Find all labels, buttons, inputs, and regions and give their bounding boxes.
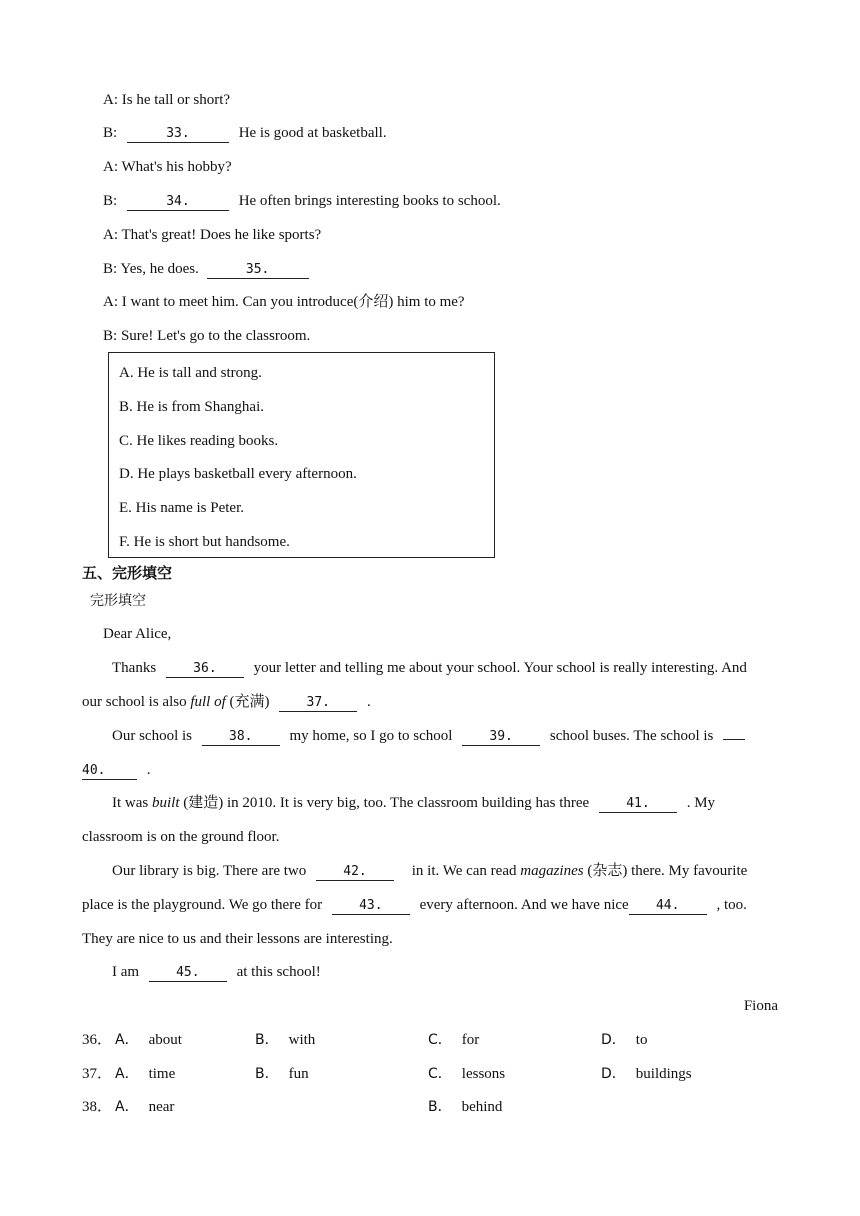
question-number: 38． [82,1099,113,1115]
choices-box [108,352,495,558]
question-number: 36． [82,1032,113,1048]
option-b[interactable]: B． with [255,1032,316,1048]
choice-item: A. He is tall and strong. [119,365,262,381]
question-number: 37． [82,1066,113,1082]
choice-item: C. He likes reading books. [119,433,279,449]
answer-blank-33[interactable]: 33. [127,125,229,143]
answer-blank-39[interactable]: 39. [462,728,540,746]
option-b[interactable]: B． behind [428,1099,503,1115]
option-b[interactable]: B． fun [255,1066,309,1082]
letter-paragraph: I am 45. at this school! [112,964,321,980]
letter-paragraph: our school is also full of (充满) 37. . [82,694,371,710]
letter-paragraph: Our school is 38. my home, so I go to school 39. school buses. The school is [112,726,745,746]
letter-paragraph: Thanks 36. your letter and telling me about your school. Your school is really interesting. And [112,660,747,676]
letter-paragraph: Our library is big. There are two 42. in it. We can read magazines (杂志) there. My favourite [112,863,748,879]
option-d[interactable]: D． to [601,1032,648,1048]
answer-blank-37[interactable]: 37. [279,694,357,712]
choice-item: E. His name is Peter. [119,500,244,516]
letter-greeting: Dear Alice, [103,626,172,642]
answer-blank-42[interactable]: 42. [316,863,394,881]
answer-blank-38[interactable]: 38. [202,728,280,746]
answer-blank-44[interactable]: 44. [629,897,707,915]
answer-blank-35[interactable]: 35. [207,261,309,279]
answer-blank-40-start[interactable] [723,739,745,740]
letter-paragraph: place is the playground. We go there for 43. every afternoon. And we have nice 44. , too. [82,897,747,913]
section-heading: 五、完形填空 [82,564,173,582]
letter-paragraph: They are nice to us and their lessons are interesting. [82,931,393,947]
choice-item: D. He plays basketball every afternoon. [119,466,357,482]
dialogue-line: B: Sure! Let's go to the classroom. [103,328,311,344]
dialogue-line: B: Yes, he does. 35. [103,259,309,279]
option-a[interactable]: A． about [115,1032,182,1048]
letter-paragraph: classroom is on the ground floor. [82,829,280,845]
dialogue-line: B: 33. He is good at basketball. [103,125,387,141]
choice-item: F. He is short but handsome. [119,534,290,550]
dialogue-line: A: I want to meet him. Can you introduce(介绍) him to me? [103,294,465,310]
option-a[interactable]: A． near [115,1099,175,1115]
answer-blank-43[interactable]: 43. [332,897,410,915]
section-subheading: 完形填空 [90,593,146,609]
dialogue-line: A: Is he tall or short? [103,92,231,108]
letter-paragraph: 40. . [82,762,151,778]
option-c[interactable]: C． lessons [428,1066,506,1082]
option-c[interactable]: C． for [428,1032,480,1048]
option-a[interactable]: A． time [115,1066,176,1082]
dialogue-line: A: That's great! Does he like sports? [103,227,322,243]
answer-blank-41[interactable]: 41. [599,795,677,813]
dialogue-line: B: 34. He often brings interesting books to school. [103,193,501,209]
dialogue-line: A: What's his hobby? [103,159,232,175]
letter-signature: Fiona [743,998,778,1014]
option-d[interactable]: D． buildings [601,1066,692,1082]
choice-item: B. He is from Shanghai. [119,399,264,415]
letter-paragraph: It was built (建造) in 2010. It is very big, too. The classroom building has three 41. . My [112,795,716,811]
answer-blank-34[interactable]: 34. [127,193,229,211]
answer-blank-40[interactable]: 40. [82,762,137,780]
answer-blank-36[interactable]: 36. [166,660,244,678]
answer-blank-45[interactable]: 45. [149,964,227,982]
